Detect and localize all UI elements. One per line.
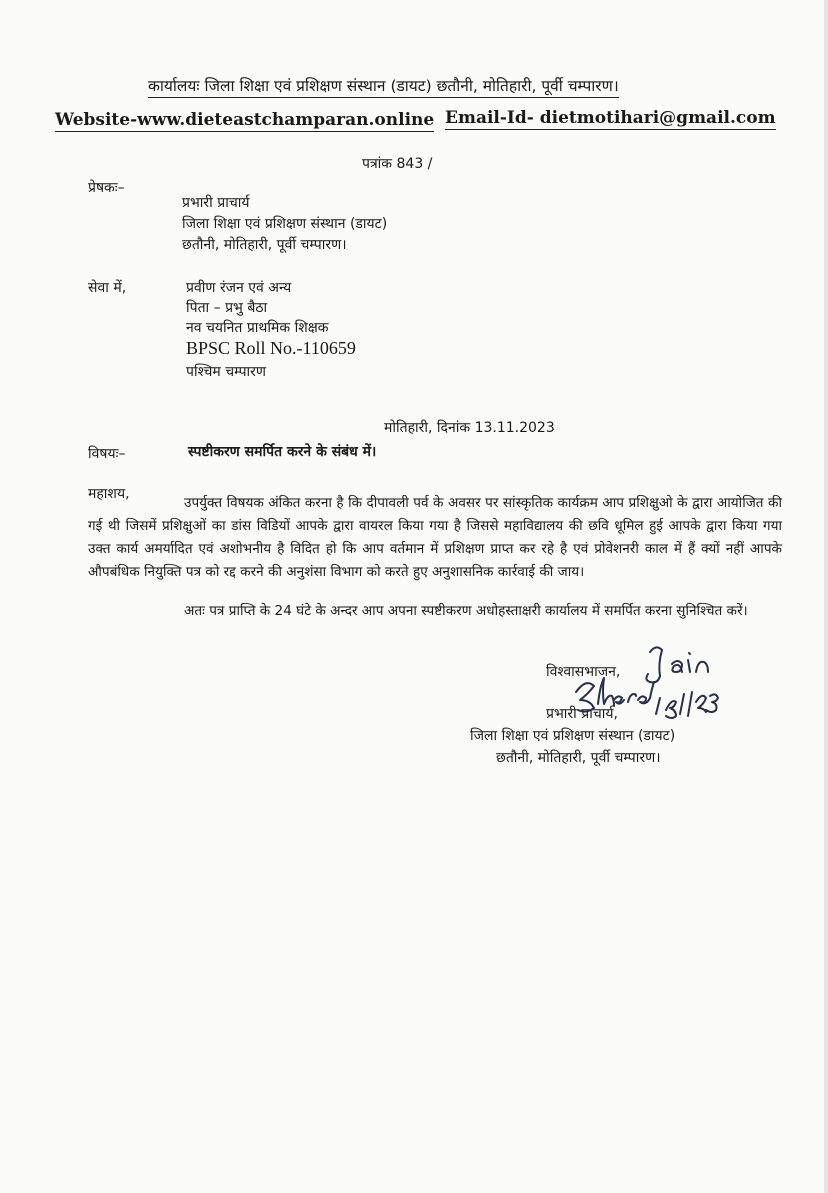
recipient-line-1: प्रवीण रंजन एवं अन्य bbox=[186, 280, 292, 296]
sender-line-1: प्रभारी प्राचार्य bbox=[182, 195, 250, 211]
page-edge bbox=[824, 0, 828, 1193]
date-line: मोतिहारी, दिनांक 13.11.2023 bbox=[384, 420, 555, 436]
body-paragraph-1-text: उपर्युक्त विषयक अंकित करना है कि दीपावली पर्व के अवसर पर सांस्कृतिक कार्यक्रम आप प्रशिक्षुओ के द्वारा आयोजित की गई थी जिसमें प्रशिक्षुओं का डांस विडियों आपके द्वारा वायरल किया गया है जिससे महाविद्यालय की छवि धूमिल हुई आपके द्वारा किया गया उक्त कार्य अमर्यादित एवं अशोभनीय है विदित हो कि आप वर्तमान में प्रशिक्षण प्राप्त कर रहे है एवं प्रोवेशनरी काल में हैं क्यों नहीं आपके औपबंधिक नियुक्ति पत्र को रद्द करने की अनुशंसा विभाग को करते हुए अनुशासनिक कार्रवाई की जाय। bbox=[88, 495, 782, 580]
designation: प्रभारी प्राचार्य, bbox=[546, 706, 618, 722]
website-text: Website-www.dieteastchamparan.online bbox=[55, 110, 435, 130]
closing-office-1: जिला शिक्षा एवं प्रशिक्षण संस्थान (डायट) bbox=[470, 728, 676, 744]
body-paragraph-2-text: अतः पत्र प्राप्ति के 24 घंटे के अन्दर आप अपना स्पष्टीकरण अधोहस्ताक्षरी कार्यालय में समर्पित करना सुनिश्चित करें। bbox=[184, 603, 748, 619]
body-paragraph-1 bbox=[88, 492, 782, 584]
body-paragraph-2 bbox=[88, 600, 782, 623]
recipient-label: सेवा में, bbox=[88, 280, 127, 296]
recipient-line-2: पिता – प्रभु बैठा bbox=[186, 300, 268, 316]
bpsc-roll-number: BPSC Roll No.-110659 bbox=[186, 338, 356, 358]
office-header: कार्यालयः जिला शिक्षा एवं प्रशिक्षण संस्थान (डायट) छतौनी, मोतिहारी, पूर्वी चम्पारण। bbox=[148, 74, 619, 98]
sender-line-3: छतौनी, मोतिहारी, पूर्वी चम्पारण। bbox=[182, 237, 347, 253]
website-line bbox=[55, 110, 434, 130]
recipient-line-3: नव चयनित प्राथमिक शिक्षक bbox=[186, 320, 329, 336]
sender-line-2: जिला शिक्षा एवं प्रशिक्षण संस्थान (डायट) bbox=[182, 216, 388, 232]
handwritten-signature bbox=[570, 640, 730, 720]
letter-number: पत्रांक 843 / bbox=[362, 156, 433, 172]
salutation: महाशय, bbox=[88, 486, 130, 502]
subject-label: विषयः– bbox=[88, 446, 126, 462]
subject-text: स्पष्टीकरण समर्पित करने के संबंध में। bbox=[188, 444, 377, 460]
yours-faithfully: विश्वासभाजन, bbox=[546, 664, 621, 680]
email-line: Email-Id- dietmotihari@gmail.com bbox=[445, 108, 776, 128]
recipient-line-5: पश्चिम चम्पारण bbox=[186, 364, 267, 380]
closing-office-2: छतौनी, मोतिहारी, पूर्वी चम्पारण। bbox=[496, 750, 661, 766]
sender-label: प्रेषकः– bbox=[88, 180, 125, 196]
